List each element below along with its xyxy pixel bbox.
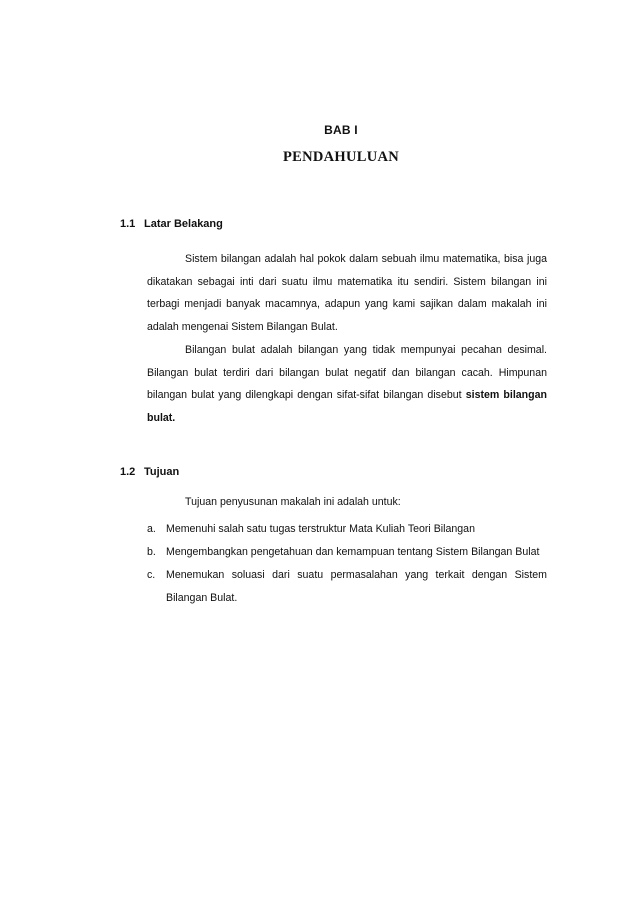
emphasized-term: sistem bilangan bulat. — [147, 389, 547, 424]
list-marker: a. — [147, 523, 156, 535]
paragraph — [147, 339, 547, 430]
list-intro: Tujuan penyusunan makalah ini adalah untuk: — [185, 496, 401, 508]
section-title: Tujuan — [144, 466, 180, 478]
list-item — [147, 541, 547, 564]
paragraph: Sistem bilangan adalah hal pokok dalam sebuah ilmu matematika, bisa juga dikatakan sebagai inti dari suatu ilmu matematika itu sendiri. Sistem bilangan ini terbagi menjadi banyak macamnya, adapun yang kami sajikan dalam makalah ini adalah mengenai Sistem Bilangan Bulat. — [147, 253, 547, 334]
section-heading-latar-belakang — [120, 218, 223, 230]
chapter-label: BAB I — [324, 123, 358, 137]
section-heading-tujuan — [120, 466, 179, 478]
list-item-text: Menemukan soluasi dari suatu permasalahan yang terkait dengan Sistem Bilangan Bulat. — [166, 569, 547, 604]
list-item — [147, 564, 547, 610]
paragraph-text: Bilangan bulat adalah bilangan yang tidak mempunyai pecahan desimal. Bilangan bulat terdiri dari bilangan bulat negatif dan bilangan cacah. Himpunan bilangan bulat yang dilengkapi dengan sifat-sifat bilangan disebut — [147, 343, 547, 402]
list-marker: b. — [147, 546, 156, 558]
section-number: 1.2 — [120, 466, 136, 478]
list-item — [147, 518, 547, 541]
section-body-latar-belakang — [147, 248, 547, 430]
section-title: Latar Belakang — [144, 218, 223, 230]
list-marker: c. — [147, 569, 156, 581]
objective-list — [147, 518, 547, 610]
list-item-text: Mengembangkan pengetahuan dan kemampuan tentang Sistem Bilangan Bulat — [166, 546, 540, 558]
list-item-text: Memenuhi salah satu tugas terstruktur Mata Kuliah Teori Bilangan — [166, 523, 475, 535]
section-number: 1.1 — [120, 218, 136, 230]
chapter-title: PENDAHULUAN — [282, 149, 400, 165]
